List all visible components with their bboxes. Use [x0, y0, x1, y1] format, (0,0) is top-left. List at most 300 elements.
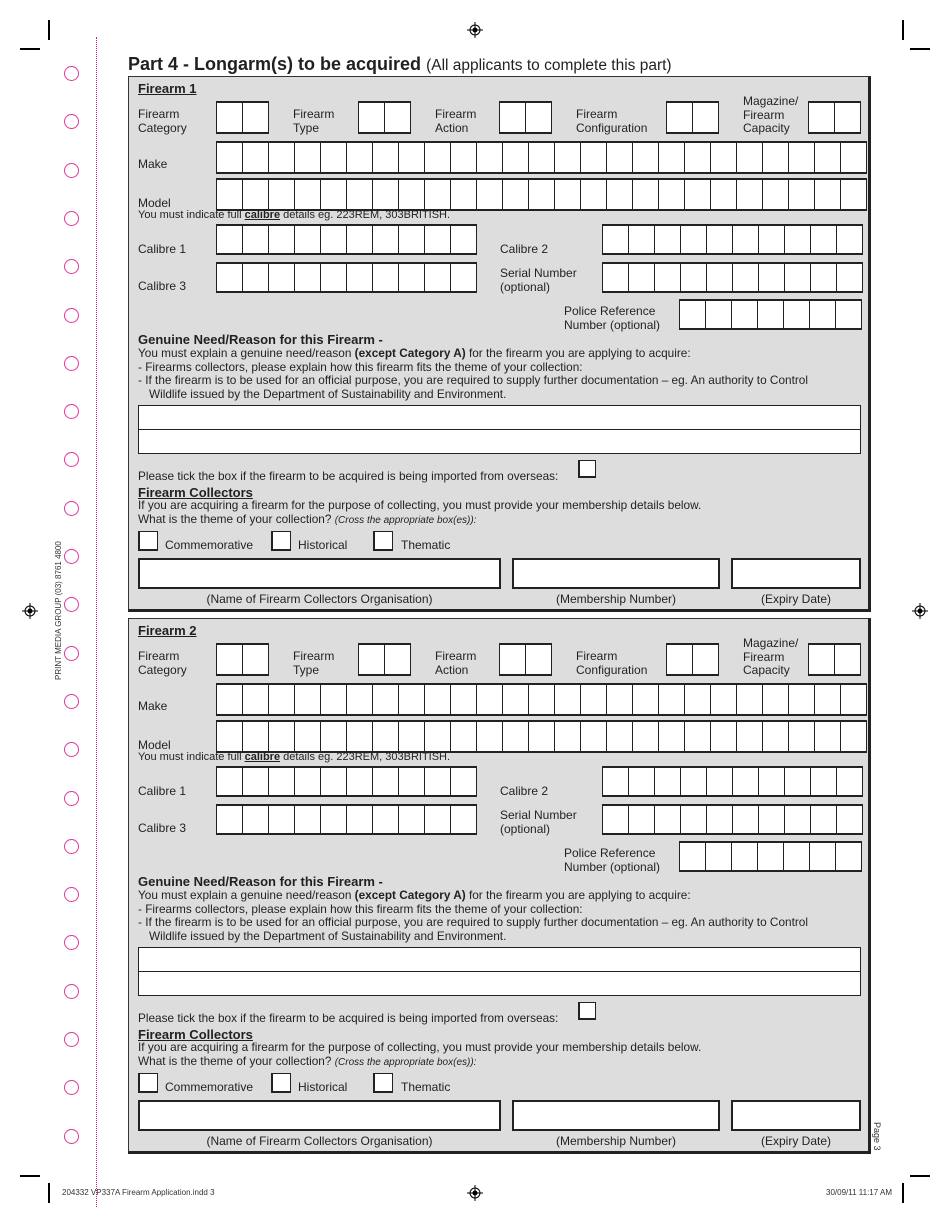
char-cell[interactable] [269, 685, 295, 714]
import-text: Please tick the box if the firearm to be acquired is being imported from overseas: [138, 1011, 559, 1025]
historical-label: Historical [298, 538, 348, 552]
police-ref-label: Police Reference Number (optional) [564, 846, 661, 874]
char-cell[interactable] [385, 103, 411, 132]
calibre3-input[interactable] [216, 804, 477, 835]
char-cell[interactable] [500, 103, 526, 132]
calibre2-label: Calibre 2 [500, 784, 549, 798]
thematic-checkbox[interactable] [373, 531, 393, 551]
category-input[interactable] [216, 643, 269, 676]
char-cell[interactable] [321, 226, 347, 253]
char-cell[interactable] [607, 722, 633, 751]
char-cell[interactable] [607, 180, 633, 209]
char-cell[interactable] [633, 722, 659, 751]
char-cell[interactable] [269, 722, 295, 751]
imported-checkbox[interactable] [578, 1002, 596, 1020]
char-cell[interactable] [789, 722, 815, 751]
char-cell[interactable] [758, 301, 784, 328]
char-cell[interactable] [373, 722, 399, 751]
char-cell[interactable] [295, 143, 321, 172]
char-cell[interactable] [603, 768, 629, 795]
char-cell[interactable] [243, 685, 269, 714]
char-cell[interactable] [451, 264, 477, 291]
char-cell[interactable] [655, 264, 681, 291]
serial-input[interactable] [602, 262, 863, 293]
char-cell[interactable] [321, 264, 347, 291]
char-cell[interactable] [526, 645, 552, 674]
type-input[interactable] [358, 101, 411, 134]
char-cell[interactable] [295, 685, 321, 714]
char-cell[interactable] [737, 180, 763, 209]
char-cell[interactable] [321, 768, 347, 795]
configuration-label: Firearm Configuration [576, 649, 648, 677]
char-cell[interactable] [759, 768, 785, 795]
char-cell[interactable] [373, 180, 399, 209]
expiry-date-input[interactable] [731, 558, 861, 589]
char-cell[interactable] [347, 806, 373, 833]
char-cell[interactable] [732, 843, 758, 870]
char-cell[interactable] [359, 103, 385, 132]
crop-mark [48, 1183, 50, 1203]
char-cell[interactable] [243, 103, 269, 132]
calibre1-input[interactable] [216, 766, 477, 797]
char-cell[interactable] [347, 685, 373, 714]
char-cell[interactable] [385, 645, 411, 674]
char-cell[interactable] [659, 143, 685, 172]
char-cell[interactable] [373, 685, 399, 714]
char-cell[interactable] [659, 180, 685, 209]
char-cell[interactable] [706, 843, 732, 870]
crop-mark [902, 1183, 904, 1203]
char-cell[interactable] [581, 180, 607, 209]
calibre2-input[interactable] [602, 766, 863, 797]
commemorative-label: Commemorative [165, 538, 254, 552]
category-label: Firearm Category [138, 107, 187, 135]
char-cell[interactable] [425, 143, 451, 172]
char-cell[interactable] [685, 685, 711, 714]
char-cell[interactable] [693, 645, 719, 674]
char-cell[interactable] [347, 264, 373, 291]
char-cell[interactable] [451, 226, 477, 253]
char-cell[interactable] [811, 768, 837, 795]
calibre3-label: Calibre 3 [138, 821, 187, 835]
calibre-note: You must indicate full calibre details eg. 223REM, 303BRITISH. [138, 751, 451, 763]
char-cell[interactable] [269, 264, 295, 291]
model-label: Model [138, 196, 171, 210]
char-cell[interactable] [359, 645, 385, 674]
char-cell[interactable] [269, 180, 295, 209]
char-cell[interactable] [399, 180, 425, 209]
char-cell[interactable] [811, 264, 837, 291]
crop-mark [48, 20, 50, 40]
char-cell[interactable] [815, 722, 841, 751]
police-ref-input[interactable] [679, 299, 862, 330]
char-cell[interactable] [399, 806, 425, 833]
collectors-text: If you are acquiring a firearm for the purpose of collecting, you must provide your membership details below. What is the theme of your collection? (Cross the appropriate box(es)): [138, 498, 702, 526]
char-cell[interactable] [217, 226, 243, 253]
char-cell[interactable] [347, 768, 373, 795]
need-reason-line-1[interactable] [138, 405, 861, 430]
char-cell[interactable] [581, 143, 607, 172]
char-cell[interactable] [243, 645, 269, 674]
char-cell[interactable] [629, 226, 655, 253]
action-input[interactable] [499, 101, 552, 134]
char-cell[interactable] [733, 768, 759, 795]
imported-checkbox[interactable] [578, 460, 596, 478]
char-cell[interactable] [425, 806, 451, 833]
char-cell[interactable] [295, 180, 321, 209]
char-cell[interactable] [711, 722, 737, 751]
need-reason-line-2[interactable] [138, 971, 861, 996]
char-cell[interactable] [815, 143, 841, 172]
char-cell[interactable] [758, 843, 784, 870]
printer-credit: PRINT MEDIA GROUP (03) 8761 4800 [54, 541, 63, 680]
char-cell[interactable] [629, 806, 655, 833]
char-cell[interactable] [425, 264, 451, 291]
historical-checkbox[interactable] [271, 531, 291, 551]
char-cell[interactable] [784, 843, 810, 870]
thematic-label: Thematic [401, 1080, 451, 1094]
need-reason-line-1[interactable] [138, 947, 861, 972]
char-cell[interactable] [737, 685, 763, 714]
char-cell[interactable] [707, 768, 733, 795]
char-cell[interactable] [707, 264, 733, 291]
char-cell[interactable] [451, 143, 477, 172]
char-cell[interactable] [810, 843, 836, 870]
char-cell[interactable] [685, 143, 711, 172]
char-cell[interactable] [733, 226, 759, 253]
organisation-name-input[interactable] [138, 1100, 501, 1131]
make-label: Make [138, 699, 168, 713]
char-cell[interactable] [629, 768, 655, 795]
char-cell[interactable] [629, 264, 655, 291]
category-input[interactable] [216, 101, 269, 134]
char-cell[interactable] [707, 226, 733, 253]
char-cell[interactable] [295, 226, 321, 253]
char-cell[interactable] [659, 685, 685, 714]
capacity-input[interactable] [808, 643, 861, 676]
char-cell[interactable] [633, 143, 659, 172]
binder-hole-icon [64, 791, 79, 806]
char-cell[interactable] [707, 806, 733, 833]
char-cell[interactable] [529, 722, 555, 751]
char-cell[interactable] [217, 722, 243, 751]
char-cell[interactable] [809, 645, 835, 674]
char-cell[interactable] [217, 103, 243, 132]
char-cell[interactable] [659, 722, 685, 751]
char-cell[interactable] [399, 722, 425, 751]
char-cell[interactable] [681, 768, 707, 795]
configuration-label: Firearm Configuration [576, 107, 648, 135]
need-heading: Genuine Need/Reason for this Firearm - [138, 874, 383, 889]
char-cell[interactable] [785, 264, 811, 291]
char-cell[interactable] [243, 180, 269, 209]
char-cell[interactable] [295, 722, 321, 751]
char-cell[interactable] [503, 143, 529, 172]
binder-hole-icon [64, 501, 79, 516]
char-cell[interactable] [680, 301, 706, 328]
char-cell[interactable] [529, 143, 555, 172]
char-cell[interactable] [603, 806, 629, 833]
char-cell[interactable] [477, 685, 503, 714]
char-cell[interactable] [243, 722, 269, 751]
char-cell[interactable] [347, 722, 373, 751]
char-cell[interactable] [500, 645, 526, 674]
char-cell[interactable] [607, 685, 633, 714]
char-cell[interactable] [706, 301, 732, 328]
police-ref-input[interactable] [679, 841, 862, 872]
char-cell[interactable] [789, 685, 815, 714]
char-cell[interactable] [581, 722, 607, 751]
char-cell[interactable] [835, 103, 861, 132]
binder-hole-icon [64, 549, 79, 564]
calibre3-input[interactable] [216, 262, 477, 293]
char-cell[interactable] [217, 645, 243, 674]
calibre1-label: Calibre 1 [138, 242, 187, 256]
char-cell[interactable] [603, 264, 629, 291]
char-cell[interactable] [451, 685, 477, 714]
char-cell[interactable] [711, 143, 737, 172]
calibre-note: You must indicate full calibre details eg. 223REM, 303BRITISH. [138, 209, 451, 221]
char-cell[interactable] [809, 103, 835, 132]
char-cell[interactable] [607, 143, 633, 172]
action-label: Firearm Action [435, 107, 477, 135]
char-cell[interactable] [633, 180, 659, 209]
calibre1-input[interactable] [216, 224, 477, 255]
char-cell[interactable] [243, 264, 269, 291]
char-cell[interactable] [243, 143, 269, 172]
char-cell[interactable] [841, 722, 867, 751]
char-cell[interactable] [477, 143, 503, 172]
configuration-input[interactable] [666, 643, 719, 676]
make-input[interactable] [216, 141, 867, 174]
char-cell[interactable] [217, 685, 243, 714]
binder-hole-icon [64, 66, 79, 81]
char-cell[interactable] [785, 806, 811, 833]
char-cell[interactable] [759, 264, 785, 291]
char-cell[interactable] [217, 806, 243, 833]
char-cell[interactable] [217, 264, 243, 291]
char-cell[interactable] [815, 685, 841, 714]
char-cell[interactable] [399, 143, 425, 172]
char-cell[interactable] [815, 180, 841, 209]
char-cell[interactable] [321, 806, 347, 833]
char-cell[interactable] [477, 180, 503, 209]
firearm-panel-1 [128, 76, 871, 612]
char-cell[interactable] [425, 768, 451, 795]
char-cell[interactable] [477, 722, 503, 751]
char-cell[interactable] [243, 806, 269, 833]
char-cell[interactable] [526, 103, 552, 132]
char-cell[interactable] [451, 722, 477, 751]
char-cell[interactable] [837, 264, 863, 291]
calibre2-input[interactable] [602, 224, 863, 255]
char-cell[interactable] [269, 143, 295, 172]
char-cell[interactable] [269, 768, 295, 795]
model-input[interactable] [216, 720, 867, 753]
char-cell[interactable] [811, 806, 837, 833]
char-cell[interactable] [655, 768, 681, 795]
char-cell[interactable] [763, 180, 789, 209]
char-cell[interactable] [269, 806, 295, 833]
type-input[interactable] [358, 643, 411, 676]
char-cell[interactable] [836, 301, 862, 328]
char-cell[interactable] [733, 806, 759, 833]
char-cell[interactable] [763, 143, 789, 172]
char-cell[interactable] [425, 226, 451, 253]
char-cell[interactable] [837, 806, 863, 833]
char-cell[interactable] [503, 180, 529, 209]
collectors-heading: Firearm Collectors [138, 485, 253, 500]
char-cell[interactable] [763, 685, 789, 714]
capacity-input[interactable] [808, 101, 861, 134]
char-cell[interactable] [321, 143, 347, 172]
commemorative-checkbox[interactable] [138, 1073, 158, 1093]
char-cell[interactable] [841, 143, 867, 172]
char-cell[interactable] [789, 143, 815, 172]
char-cell[interactable] [685, 180, 711, 209]
char-cell[interactable] [217, 768, 243, 795]
binder-hole-icon [64, 984, 79, 999]
expiry-date-input[interactable] [731, 1100, 861, 1131]
perforation-line [96, 37, 97, 1207]
char-cell[interactable] [555, 180, 581, 209]
organisation-caption: (Name of Firearm Collectors Organisation) [206, 1134, 433, 1148]
char-cell[interactable] [399, 685, 425, 714]
char-cell[interactable] [841, 685, 867, 714]
char-cell[interactable] [555, 685, 581, 714]
binder-hole-icon [64, 597, 79, 612]
configuration-input[interactable] [666, 101, 719, 134]
membership-number-input[interactable] [512, 1100, 720, 1131]
char-cell[interactable] [373, 143, 399, 172]
membership-number-input[interactable] [512, 558, 720, 589]
char-cell[interactable] [685, 722, 711, 751]
serial-label: Serial Number (optional) [500, 266, 577, 294]
firearm-heading: Firearm 1 [138, 81, 197, 96]
char-cell[interactable] [837, 226, 863, 253]
char-cell[interactable] [810, 301, 836, 328]
char-cell[interactable] [373, 264, 399, 291]
char-cell[interactable] [759, 226, 785, 253]
char-cell[interactable] [785, 768, 811, 795]
char-cell[interactable] [425, 685, 451, 714]
char-cell[interactable] [243, 226, 269, 253]
char-cell[interactable] [837, 768, 863, 795]
char-cell[interactable] [633, 685, 659, 714]
type-label: Firearm Type [293, 649, 335, 677]
binder-hole-icon [64, 694, 79, 709]
char-cell[interactable] [295, 806, 321, 833]
char-cell[interactable] [841, 180, 867, 209]
crop-mark [910, 1175, 930, 1177]
char-cell[interactable] [321, 685, 347, 714]
char-cell[interactable] [811, 226, 837, 253]
char-cell[interactable] [789, 180, 815, 209]
char-cell[interactable] [425, 180, 451, 209]
char-cell[interactable] [784, 301, 810, 328]
serial-input[interactable] [602, 804, 863, 835]
char-cell[interactable] [555, 722, 581, 751]
char-cell[interactable] [399, 264, 425, 291]
char-cell[interactable] [785, 226, 811, 253]
commemorative-checkbox[interactable] [138, 531, 158, 551]
char-cell[interactable] [655, 226, 681, 253]
action-input[interactable] [499, 643, 552, 676]
char-cell[interactable] [269, 226, 295, 253]
char-cell[interactable] [680, 843, 706, 870]
char-cell[interactable] [451, 180, 477, 209]
char-cell[interactable] [667, 103, 693, 132]
char-cell[interactable] [373, 768, 399, 795]
binder-hole-icon [64, 1080, 79, 1095]
commemorative-label: Commemorative [165, 1080, 254, 1094]
char-cell[interactable] [373, 226, 399, 253]
char-cell[interactable] [603, 226, 629, 253]
binder-hole-icon [64, 887, 79, 902]
char-cell[interactable] [451, 768, 477, 795]
char-cell[interactable] [347, 226, 373, 253]
char-cell[interactable] [759, 806, 785, 833]
binder-hole-icon [64, 259, 79, 274]
char-cell[interactable] [763, 722, 789, 751]
crop-mark [910, 48, 930, 50]
char-cell[interactable] [347, 180, 373, 209]
char-cell[interactable] [681, 264, 707, 291]
char-cell[interactable] [681, 806, 707, 833]
char-cell[interactable] [217, 143, 243, 172]
organisation-name-input[interactable] [138, 558, 501, 589]
char-cell[interactable] [529, 180, 555, 209]
char-cell[interactable] [655, 806, 681, 833]
char-cell[interactable] [835, 645, 861, 674]
registration-mark-icon [467, 1185, 483, 1201]
char-cell[interactable] [711, 685, 737, 714]
char-cell[interactable] [295, 768, 321, 795]
char-cell[interactable] [581, 685, 607, 714]
char-cell[interactable] [451, 806, 477, 833]
char-cell[interactable] [555, 143, 581, 172]
need-reason-line-2[interactable] [138, 429, 861, 454]
char-cell[interactable] [321, 180, 347, 209]
char-cell[interactable] [733, 264, 759, 291]
char-cell[interactable] [503, 685, 529, 714]
char-cell[interactable] [399, 226, 425, 253]
make-input[interactable] [216, 683, 867, 716]
char-cell[interactable] [217, 180, 243, 209]
char-cell[interactable] [321, 722, 347, 751]
char-cell[interactable] [667, 645, 693, 674]
char-cell[interactable] [243, 768, 269, 795]
model-input[interactable] [216, 178, 867, 211]
char-cell[interactable] [737, 143, 763, 172]
char-cell[interactable] [732, 301, 758, 328]
char-cell[interactable] [503, 722, 529, 751]
char-cell[interactable] [711, 180, 737, 209]
char-cell[interactable] [399, 768, 425, 795]
char-cell[interactable] [347, 143, 373, 172]
char-cell[interactable] [425, 722, 451, 751]
need-instructions: You must explain a genuine need/reason (except Category A) for the firearm you are applying to acquire: - Firearms collectors, please explain how this firearm fits the theme of your collection: - If the firearm is to be used for an official purpose, you are required to supply further documentation – eg. An authority to Control Wildlife issued by the Department of Sustainability and Environment. [138, 888, 808, 943]
char-cell[interactable] [836, 843, 862, 870]
char-cell[interactable] [693, 103, 719, 132]
historical-checkbox[interactable] [271, 1073, 291, 1093]
char-cell[interactable] [737, 722, 763, 751]
char-cell[interactable] [529, 685, 555, 714]
char-cell[interactable] [681, 226, 707, 253]
char-cell[interactable] [373, 806, 399, 833]
thematic-checkbox[interactable] [373, 1073, 393, 1093]
char-cell[interactable] [295, 264, 321, 291]
